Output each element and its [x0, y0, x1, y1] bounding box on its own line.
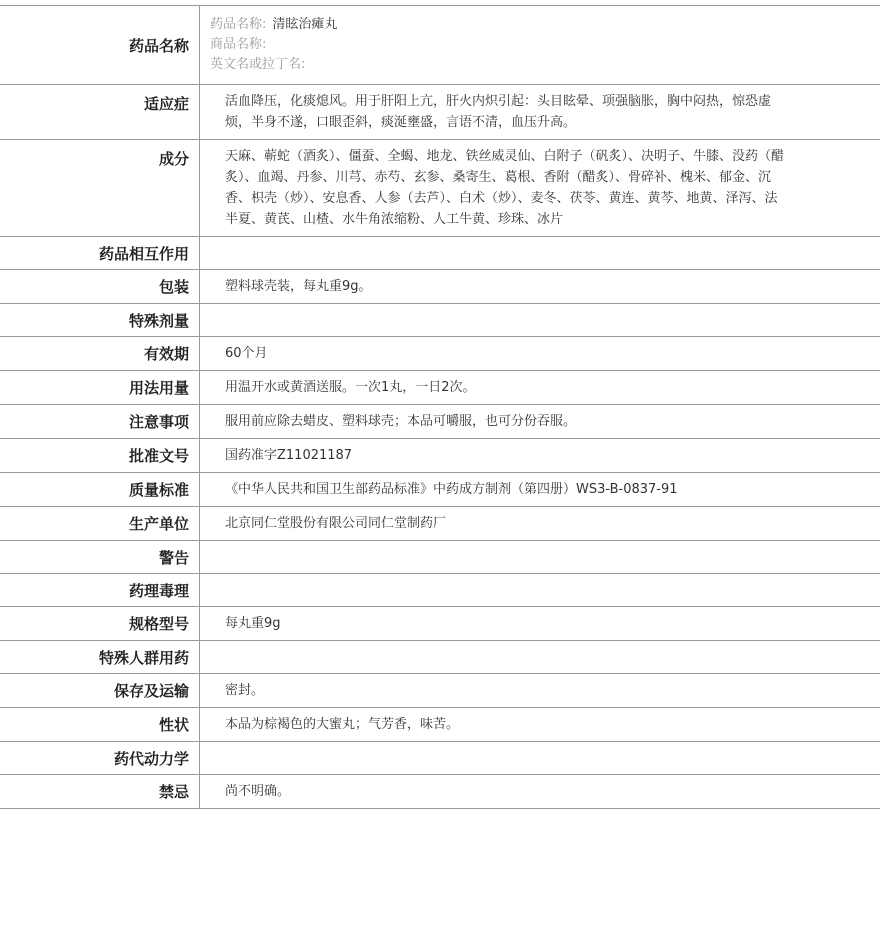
row-standard [0, 473, 880, 507]
row-value [200, 304, 880, 336]
row-drug-name [0, 6, 880, 85]
row-value: 60个月 [225, 346, 268, 361]
row-label: 适应症 [0, 85, 200, 139]
row-value: 北京同仁堂股份有限公司同仁堂制药厂 [225, 516, 447, 531]
drug-info-table [0, 5, 880, 809]
row-value: 塑料球壳装，每丸重9g。 [225, 279, 372, 294]
row-label: 性状 [0, 708, 200, 741]
row-package [0, 270, 880, 304]
english-name-label: 英文名或拉丁名: [210, 57, 306, 72]
row-label: 药理毒理 [0, 574, 200, 606]
row-label: 药代动力学 [0, 742, 200, 774]
row-notes [0, 405, 880, 439]
row-label: 成分 [0, 140, 200, 236]
row-value: 密封。 [225, 683, 265, 698]
row-label: 规格型号 [0, 607, 200, 640]
row-label: 特殊剂量 [0, 304, 200, 336]
row-label: 特殊人群用药 [0, 641, 200, 673]
row-special-dose [0, 304, 880, 337]
row-spec [0, 607, 880, 641]
row-label: 用法用量 [0, 371, 200, 404]
row-character [0, 708, 880, 742]
row-interaction [0, 237, 880, 270]
row-indication [0, 85, 880, 140]
row-usage [0, 371, 880, 405]
row-value: 国药准字Z11021187 [225, 448, 353, 463]
row-value [200, 742, 880, 774]
row-toxicology [0, 574, 880, 607]
row-warning [0, 541, 880, 574]
row-value: 本品为棕褐色的大蜜丸；气芳香，味苦。 [225, 717, 460, 732]
row-storage [0, 674, 880, 708]
row-pharmacokinetics [0, 742, 880, 775]
row-label: 药品名称 [0, 6, 200, 84]
row-value: 每丸重9g [225, 616, 281, 631]
row-label: 质量标准 [0, 473, 200, 506]
drug-names-block [200, 6, 880, 84]
row-value [200, 541, 880, 573]
row-value [200, 641, 880, 673]
row-value: 尚不明确。 [225, 784, 291, 799]
row-validity [0, 337, 880, 371]
row-label: 有效期 [0, 337, 200, 370]
row-label: 生产单位 [0, 507, 200, 540]
trade-name-label: 商品名称: [210, 37, 267, 52]
drug-name-value: 清眩治瘫丸 [272, 17, 338, 32]
row-value: 服用前应除去蜡皮、塑料球壳；本品可嚼服，也可分份吞服。 [225, 414, 577, 429]
row-label: 保存及运输 [0, 674, 200, 707]
row-manufacturer [0, 507, 880, 541]
row-value: 活血降压，化痰熄风。用于肝阳上亢，肝火内炽引起：头目眩晕、项强脑胀，胸中闷热，惊恐虚烦，半身不遂，口眼歪斜，痰涎壅盛，言语不清，血压升高。 [225, 94, 772, 130]
row-approval [0, 439, 880, 473]
row-value: 《中华人民共和国卫生部药品标准》中药成方制剂（第四册）WS3-B-0837-91 [225, 482, 678, 497]
row-value: 天麻、蕲蛇（酒炙）、僵蚕、全蝎、地龙、铁丝威灵仙、白附子（矾炙）、决明子、牛膝、没药（醋炙）、血竭、丹参、川芎、赤芍、玄参、桑寄生、葛根、香附（醋炙）、骨碎补、槐米、郁金、沉香、枳壳（炒）、安息香、人参（去芦）、白术（炒）、麦冬、茯苓、黄连、黄芩、地黄、泽泻、法半夏、黄芪、山楂、水牛角浓缩粉、人工牛黄、珍珠、冰片 [225, 149, 785, 227]
row-special-population [0, 641, 880, 674]
row-label: 批准文号 [0, 439, 200, 472]
row-label: 禁忌 [0, 775, 200, 808]
row-value [200, 574, 880, 606]
drug-name-line [210, 15, 870, 35]
row-value [200, 237, 880, 269]
row-contraindication [0, 775, 880, 809]
drug-name-label: 药品名称: [210, 17, 267, 32]
row-ingredients [0, 140, 880, 237]
row-label: 警告 [0, 541, 200, 573]
row-label: 包装 [0, 270, 200, 303]
row-value: 用温开水或黄酒送服。一次1丸，一日2次。 [225, 380, 476, 395]
row-label: 药品相互作用 [0, 237, 200, 269]
row-label: 注意事项 [0, 405, 200, 438]
